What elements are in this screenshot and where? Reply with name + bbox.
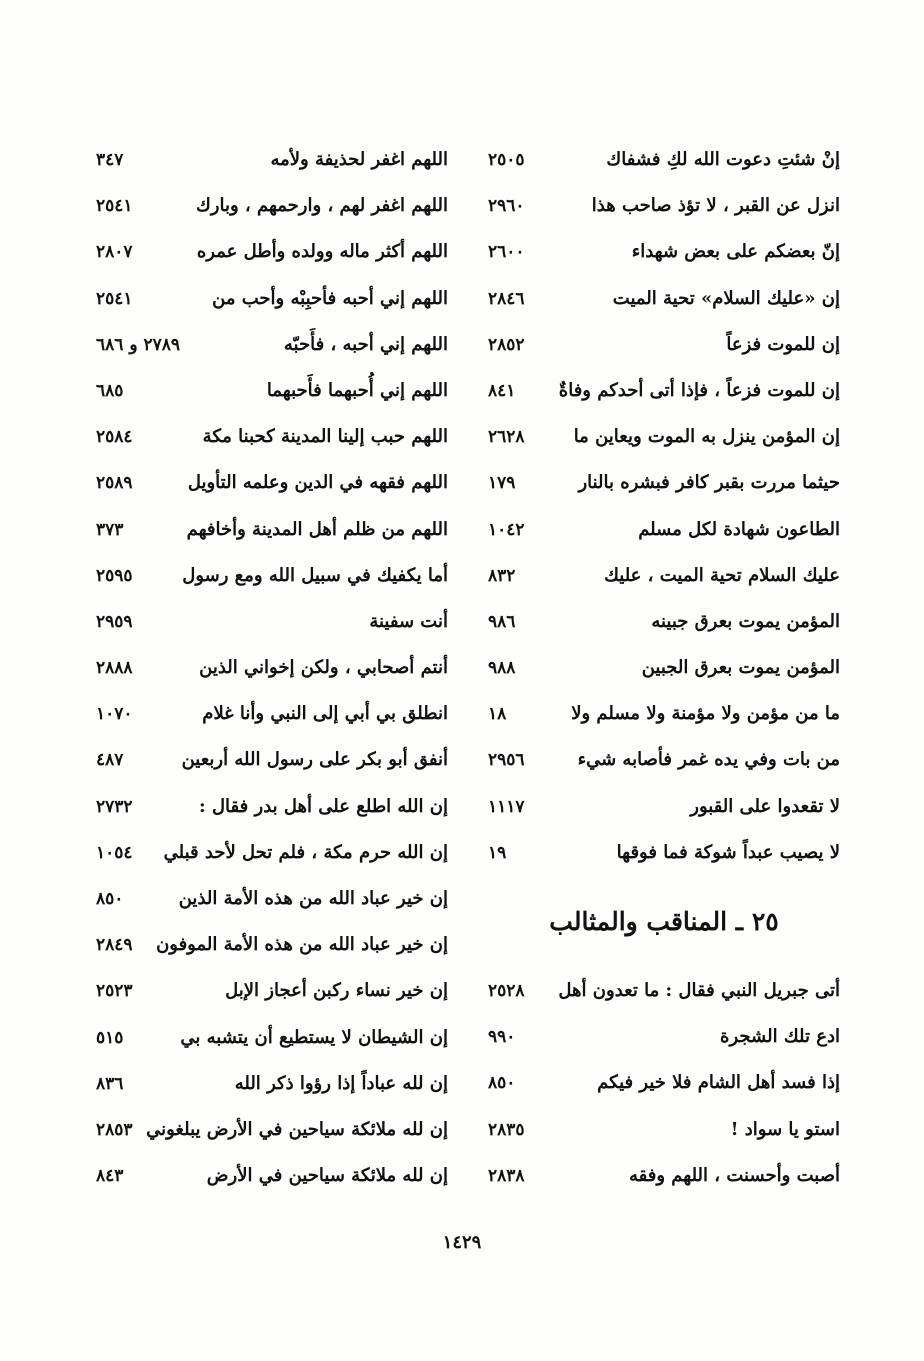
index-entry bbox=[488, 460, 840, 506]
entry-reference-number: ٨٣٦ bbox=[96, 1073, 124, 1094]
entry-reference-number: ٢٦٢٨ bbox=[488, 427, 525, 448]
index-entry bbox=[488, 645, 840, 691]
entry-text: اللهم إني أحبه ، فأَحبّه bbox=[283, 333, 448, 355]
index-entry bbox=[96, 968, 448, 1014]
index-entry bbox=[96, 368, 448, 414]
entry-reference-number: ٢٥٨٤ bbox=[96, 427, 133, 448]
index-entry bbox=[96, 1015, 448, 1061]
entry-text: اللهم اغفر لحذيفة ولأمه bbox=[270, 149, 448, 170]
entry-reference-number: ٢٧٨٩ و ٦٨٦ bbox=[96, 334, 180, 355]
index-entry bbox=[96, 1153, 448, 1199]
entry-reference-number: ١٠٤٢ bbox=[488, 519, 525, 540]
index-entry bbox=[96, 737, 448, 783]
page-number: ١٤٢٩ bbox=[442, 1232, 482, 1253]
entry-text: إن خير نساء ركبن أعجاز الإبل bbox=[225, 980, 448, 1002]
entry-text: اللهم اغفر لهم ، وارحمهم ، وبارك bbox=[195, 195, 448, 217]
section-heading: ٢٥ ـ المناقب والمثالب bbox=[549, 907, 779, 936]
entry-text: انزل عن القبر ، لا تؤذ صاحب هذا bbox=[591, 195, 840, 217]
index-entry bbox=[96, 1107, 448, 1153]
index-entry bbox=[488, 1060, 840, 1106]
entry-reference-number: ٢٨٤٦ bbox=[488, 288, 525, 309]
entry-text: إن خير عباد الله من هذه الأمة الموفون bbox=[156, 934, 448, 956]
index-entry bbox=[96, 599, 448, 645]
entry-text: أتى جبريل النبي فقال : ما تعدون أهل bbox=[558, 980, 840, 1001]
entry-text: أنت سفينة bbox=[369, 610, 448, 632]
entry-reference-number: ٢٨٥٢ bbox=[488, 334, 525, 355]
entry-reference-number: ٢٨٠٧ bbox=[96, 242, 133, 263]
entry-reference-number: ٢٩٥٩ bbox=[96, 611, 133, 632]
entry-text: إن لله ملائكة سياحين في الأرض bbox=[206, 1165, 448, 1187]
entry-reference-number: ٨٥٠ bbox=[96, 889, 124, 909]
entry-text: استو يا سواد ! bbox=[730, 1118, 840, 1140]
index-entry bbox=[488, 691, 840, 737]
index-entry bbox=[488, 830, 840, 876]
entry-text: إن خير عباد الله من هذه الأمة الذين bbox=[178, 888, 448, 909]
entry-reference-number: ١٠٥٤ bbox=[96, 842, 133, 863]
index-entry bbox=[488, 368, 840, 414]
entry-text: أما يكفيك في سبيل الله ومع رسول bbox=[182, 564, 448, 586]
index-entry bbox=[488, 507, 840, 553]
entry-reference-number: ١١١٧ bbox=[488, 796, 525, 817]
entry-reference-number: ٢٥٨٩ bbox=[96, 473, 133, 494]
index-entry bbox=[96, 460, 448, 506]
index-entry bbox=[488, 553, 840, 599]
entry-text: إن لله ملائكة سياحين في الأرض يبلغوني bbox=[146, 1118, 448, 1140]
index-entry bbox=[96, 645, 448, 691]
entry-text: لا يصيب عبداً شوكة فما فوقها bbox=[616, 841, 840, 863]
entry-reference-number: ٢٥٤١ bbox=[96, 288, 133, 309]
entry-reference-number: ١٨ bbox=[488, 704, 507, 725]
index-entry bbox=[488, 414, 840, 460]
index-entry bbox=[488, 737, 840, 783]
entry-text: إن الله اطلع على أهل بدر فقال : bbox=[199, 795, 448, 817]
index-entry bbox=[96, 691, 448, 737]
entry-reference-number: ٢٨٨٨ bbox=[96, 658, 133, 679]
index-entry bbox=[488, 137, 840, 183]
entry-text: اللهم إني أُحبهما فأَحبهما bbox=[266, 379, 448, 401]
entry-reference-number: ٢٧٣٢ bbox=[96, 796, 133, 817]
entry-text: اللهم حبب إلينا المدينة كحبنا مكة bbox=[202, 426, 448, 448]
index-entry bbox=[96, 276, 448, 322]
entry-text: من بات وفي يده غمر فأصابه شيء bbox=[577, 749, 840, 771]
entry-reference-number: ٩٩٠ bbox=[488, 1027, 516, 1048]
entry-text: المؤمن يموت بعرق الجبين bbox=[641, 657, 840, 679]
index-entry bbox=[96, 507, 448, 553]
index-entry bbox=[96, 922, 448, 968]
entry-reference-number: ٢٨٥٣ bbox=[96, 1119, 133, 1140]
entry-text: إنْ شئتِ دعوت الله لكِ فشفاك bbox=[606, 149, 840, 170]
index-entry bbox=[488, 276, 840, 322]
entry-text: أنفق أبو بكر على رسول الله أربعين bbox=[181, 749, 448, 771]
entry-reference-number: ٢٩٥٦ bbox=[488, 750, 525, 771]
entry-reference-number: ٨٣٢ bbox=[488, 565, 516, 586]
entry-reference-number: ٥١٥ bbox=[96, 1027, 124, 1048]
index-entry bbox=[96, 830, 448, 876]
index-entry bbox=[488, 183, 840, 229]
index-entry bbox=[488, 599, 840, 645]
entry-text: أنتم أصحابي ، ولكن إخواني الذين bbox=[199, 657, 448, 679]
entry-reference-number: ٢٥٢٣ bbox=[96, 981, 133, 1002]
index-entry bbox=[96, 876, 448, 922]
entry-reference-number: ٨٤١ bbox=[488, 380, 516, 401]
entry-text: إذا فسد أهل الشام فلا خير فيكم bbox=[597, 1072, 840, 1094]
entry-reference-number: ٢٥٠٥ bbox=[488, 150, 525, 170]
entry-text: إن «عليك السلام» تحية الميت bbox=[612, 287, 840, 309]
entry-reference-number: ١٧٩ bbox=[488, 473, 516, 494]
entry-reference-number: ٢٥٤١ bbox=[96, 196, 133, 217]
entry-text: ما من مؤمن ولا مؤمنة ولا مسلم ولا bbox=[571, 703, 840, 725]
index-entry bbox=[488, 229, 840, 275]
entry-reference-number: ٢٨٣٨ bbox=[488, 1165, 525, 1186]
entry-text: اللهم فقهه في الدين وعلمه التأويل bbox=[187, 472, 448, 494]
entry-text: إن المؤمن ينزل به الموت ويعاين ما bbox=[573, 426, 840, 448]
index-entry bbox=[96, 137, 448, 183]
right-column bbox=[488, 137, 840, 1199]
entry-reference-number: ٤٨٧ bbox=[96, 750, 124, 771]
index-entry bbox=[488, 322, 840, 368]
entry-reference-number: ٢٥٢٨ bbox=[488, 981, 525, 1001]
entry-reference-number: ٢٥٩٥ bbox=[96, 565, 133, 586]
entry-text: حيثما مررت بقبر كافر فبشره بالنار bbox=[578, 472, 840, 494]
entry-text: اللهم أكثر ماله وولده وأطل عمره bbox=[196, 241, 448, 263]
entry-reference-number: ٨٤٣ bbox=[96, 1166, 124, 1187]
index-entry bbox=[96, 1061, 448, 1107]
entry-reference-number: ٢٨٣٥ bbox=[488, 1119, 525, 1140]
entry-reference-number: ٢٨٤٩ bbox=[96, 935, 133, 956]
entry-reference-number: ٣٧٣ bbox=[96, 519, 124, 540]
entry-text: إنّ بعضكم على بعض شهداء bbox=[631, 241, 840, 263]
index-entry bbox=[488, 1014, 840, 1060]
entry-text: إن للموت فزعاً ، فإذا أتى أحدكم وفاةٌ bbox=[558, 379, 840, 401]
entry-text: ادع تلك الشجرة bbox=[720, 1026, 840, 1048]
index-entry bbox=[96, 322, 448, 368]
index-entry bbox=[96, 183, 448, 229]
entry-text: لا تقعدوا على القبور bbox=[690, 795, 840, 817]
index-entry bbox=[488, 1153, 840, 1199]
entry-text: إن الشيطان لا يستطيع أن يتشبه بي bbox=[180, 1026, 448, 1048]
index-entry bbox=[488, 784, 840, 830]
index-entry bbox=[96, 229, 448, 275]
entry-text: إن الله حرم مكة ، فلم تحل لأحد قبلي bbox=[163, 841, 448, 863]
entry-text: إن للموت فزعاً bbox=[726, 333, 840, 355]
left-column bbox=[96, 137, 448, 1199]
entry-text: عليك السلام تحية الميت ، عليك bbox=[604, 564, 840, 586]
index-entry bbox=[96, 553, 448, 599]
entry-text: اللهم إني أحبه فأحبِبْه وأحب من bbox=[212, 287, 448, 309]
entry-text: إن لله عباداً إذا رؤوا ذكر الله bbox=[234, 1072, 448, 1094]
entry-reference-number: ٢٦٠٠ bbox=[488, 242, 525, 263]
entry-text: أصبت وأحسنت ، اللهم وفقه bbox=[628, 1164, 840, 1186]
entry-text: اللهم من ظلم أهل المدينة وأخافهم bbox=[186, 518, 448, 540]
entry-reference-number: ١٩ bbox=[488, 842, 507, 863]
entry-text: المؤمن يموت بعرق جبينه bbox=[651, 610, 840, 632]
index-entry bbox=[488, 1107, 840, 1153]
entry-reference-number: ٦٨٥ bbox=[96, 380, 124, 401]
entry-reference-number: ٣٤٧ bbox=[96, 150, 124, 170]
entry-reference-number: ٩٨٨ bbox=[488, 658, 516, 679]
entry-text: الطاعون شهادة لكل مسلم bbox=[638, 518, 840, 540]
entry-reference-number: ٨٥٠ bbox=[488, 1073, 516, 1094]
entry-reference-number: ٩٨٦ bbox=[488, 611, 516, 632]
entry-reference-number: ١٠٧٠ bbox=[96, 704, 133, 725]
entry-reference-number: ٢٩٦٠ bbox=[488, 196, 525, 217]
index-entry bbox=[96, 414, 448, 460]
entry-text: انطلق بي أبي إلى النبي وأنا غلام bbox=[202, 703, 448, 725]
index-entry bbox=[96, 784, 448, 830]
index-entry bbox=[488, 968, 840, 1014]
